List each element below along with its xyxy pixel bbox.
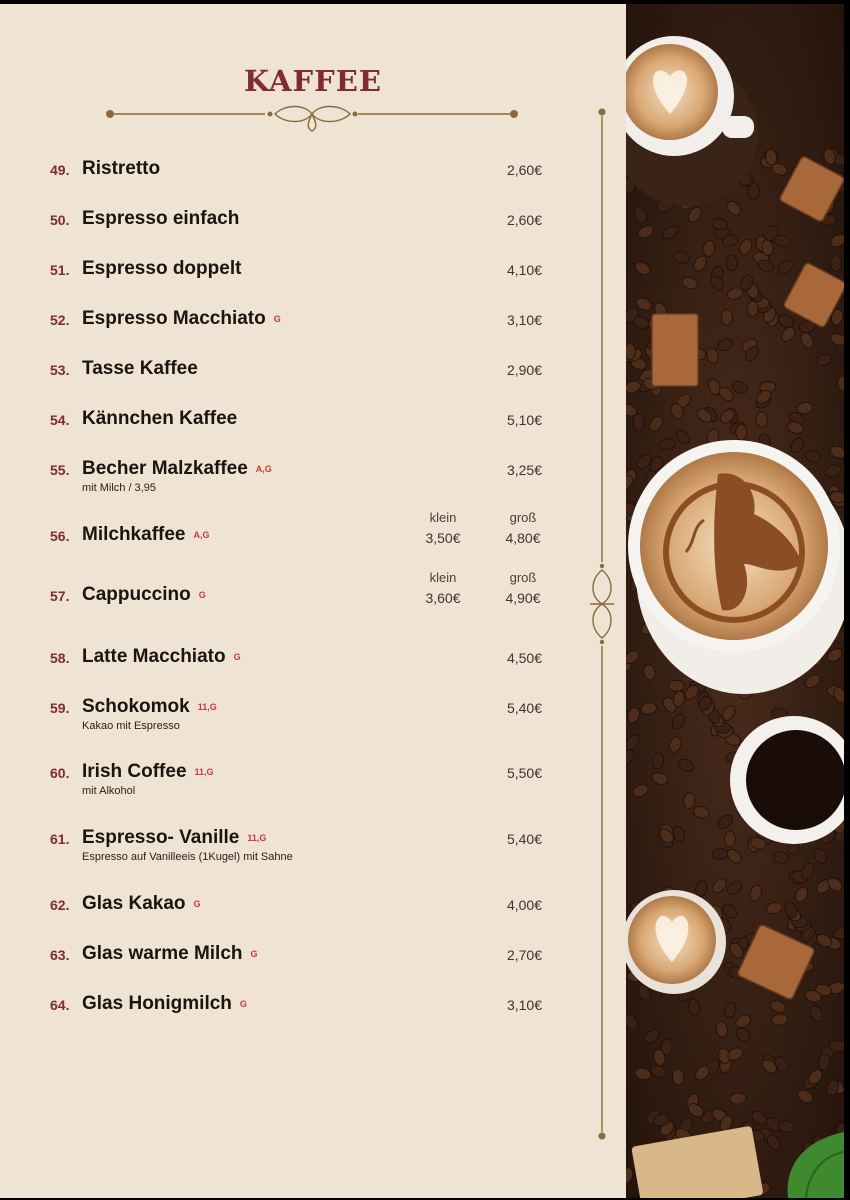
item-name-text: Tasse Kaffee xyxy=(82,358,198,379)
menu-item xyxy=(0,158,620,198)
menu-item xyxy=(0,646,620,686)
allergen-codes: 11,G xyxy=(194,766,214,777)
size-label: groß xyxy=(509,570,537,585)
menu-item xyxy=(0,258,620,298)
item-name xyxy=(82,761,214,783)
item-price: 3,25€ xyxy=(506,462,542,478)
item-price: 4,90€ xyxy=(505,590,541,606)
item-name xyxy=(82,993,247,1015)
allergen-codes: 11,G xyxy=(197,701,217,712)
item-price: 5,10€ xyxy=(506,412,542,428)
item-name xyxy=(82,827,266,849)
item-number: 62. xyxy=(50,897,70,913)
menu-page xyxy=(0,4,626,1198)
menu-item xyxy=(0,458,620,498)
item-name xyxy=(82,943,258,965)
size-label: groß xyxy=(509,510,537,525)
allergen-codes: G xyxy=(239,998,247,1009)
item-name-text: Latte Macchiato xyxy=(82,646,226,667)
item-name-text: Espresso einfach xyxy=(82,208,240,229)
menu-item xyxy=(0,827,620,867)
item-number: 50. xyxy=(50,212,70,228)
page-title: KAFFEE xyxy=(244,64,382,98)
item-name xyxy=(82,208,239,230)
item-number: 52. xyxy=(50,312,70,328)
coffee-beans-image xyxy=(626,4,844,1198)
latte-glass xyxy=(626,890,726,994)
item-name xyxy=(82,646,241,668)
item-price: 2,60€ xyxy=(506,212,542,228)
item-number: 58. xyxy=(50,650,70,666)
menu-item xyxy=(0,993,620,1033)
item-number: 63. xyxy=(50,947,70,963)
allergen-codes: G xyxy=(198,589,206,600)
item-number: 64. xyxy=(50,997,70,1013)
item-price: 5,40€ xyxy=(506,831,542,847)
size-label: klein xyxy=(429,570,457,585)
item-price: 2,60€ xyxy=(506,162,542,178)
item-name-text: Cappuccino xyxy=(82,584,191,605)
item-name-text: Espresso- Vanille xyxy=(82,827,240,848)
item-name xyxy=(82,158,160,180)
item-price: 3,10€ xyxy=(506,997,542,1013)
size-price-large xyxy=(493,570,553,608)
item-number: 55. xyxy=(50,462,70,478)
item-number: 56. xyxy=(50,528,70,544)
menu-item xyxy=(0,408,620,448)
allergen-codes: G xyxy=(193,898,201,909)
item-name-text: Glas Honigmilch xyxy=(82,993,232,1014)
item-name-text: Espresso Macchiato xyxy=(82,308,266,329)
item-number: 54. xyxy=(50,412,70,428)
item-name xyxy=(82,584,206,606)
item-number: 53. xyxy=(50,362,70,378)
item-name xyxy=(82,893,201,915)
menu-item xyxy=(0,893,620,933)
item-number: 49. xyxy=(50,162,70,178)
item-number: 61. xyxy=(50,831,70,847)
item-number: 60. xyxy=(50,765,70,781)
size-label: klein xyxy=(429,510,457,525)
item-name xyxy=(82,308,281,330)
item-price: 5,40€ xyxy=(506,700,542,716)
item-name-text: Milchkaffee xyxy=(82,524,186,545)
item-name-text: Irish Coffee xyxy=(82,761,187,782)
item-description: mit Alkohol xyxy=(82,785,136,797)
item-price: 2,90€ xyxy=(506,362,542,378)
item-name-text: Glas warme Milch xyxy=(82,943,243,964)
item-number: 51. xyxy=(50,262,70,278)
item-name xyxy=(82,524,210,546)
allergen-codes: G xyxy=(250,948,258,959)
item-price: 5,50€ xyxy=(506,765,542,781)
allergen-codes: A,G xyxy=(255,463,272,474)
item-description: Espresso auf Vanilleeis (1Kugel) mit Sahne xyxy=(82,851,293,863)
item-description: mit Milch / 3,95 xyxy=(82,482,156,494)
menu-item xyxy=(0,943,620,983)
item-number: 57. xyxy=(50,588,70,604)
item-name xyxy=(82,408,237,430)
menu-item xyxy=(0,696,620,736)
item-price: 3,10€ xyxy=(506,312,542,328)
right-frame-border xyxy=(844,0,850,1200)
item-name xyxy=(82,458,272,480)
allergen-codes: G xyxy=(233,651,241,662)
menu-item xyxy=(0,358,620,398)
item-price: 3,60€ xyxy=(425,590,461,606)
item-name-text: Glas Kakao xyxy=(82,893,186,914)
allergen-codes: G xyxy=(273,313,281,324)
item-name-text: Schokomok xyxy=(82,696,190,717)
allergen-codes: A,G xyxy=(193,529,210,540)
menu-item xyxy=(0,761,620,801)
size-price-small xyxy=(413,570,473,608)
menu-item xyxy=(0,208,620,248)
item-name xyxy=(82,258,241,280)
item-price: 3,50€ xyxy=(425,530,461,546)
item-price: 4,10€ xyxy=(506,262,542,278)
item-name-text: Becher Malzkaffee xyxy=(82,458,248,479)
coffee-photo-panel xyxy=(626,4,844,1198)
item-number: 59. xyxy=(50,700,70,716)
size-price-large xyxy=(493,510,553,548)
allergen-codes: 11,G xyxy=(247,832,267,843)
item-name-text: Kännchen Kaffee xyxy=(82,408,238,429)
item-price: 4,80€ xyxy=(505,530,541,546)
menu-item xyxy=(0,510,620,564)
size-price-small xyxy=(413,510,473,548)
menu-item xyxy=(0,308,620,348)
item-description: Kakao mit Espresso xyxy=(82,720,180,732)
item-name xyxy=(82,696,217,718)
item-name-text: Espresso doppelt xyxy=(82,258,242,279)
item-price: 2,70€ xyxy=(506,947,542,963)
item-price: 4,50€ xyxy=(506,650,542,666)
item-name xyxy=(82,358,198,380)
item-price: 4,00€ xyxy=(506,897,542,913)
menu-item xyxy=(0,570,620,624)
item-name-text: Ristretto xyxy=(82,158,161,179)
title-flourish-ornament xyxy=(100,104,525,134)
